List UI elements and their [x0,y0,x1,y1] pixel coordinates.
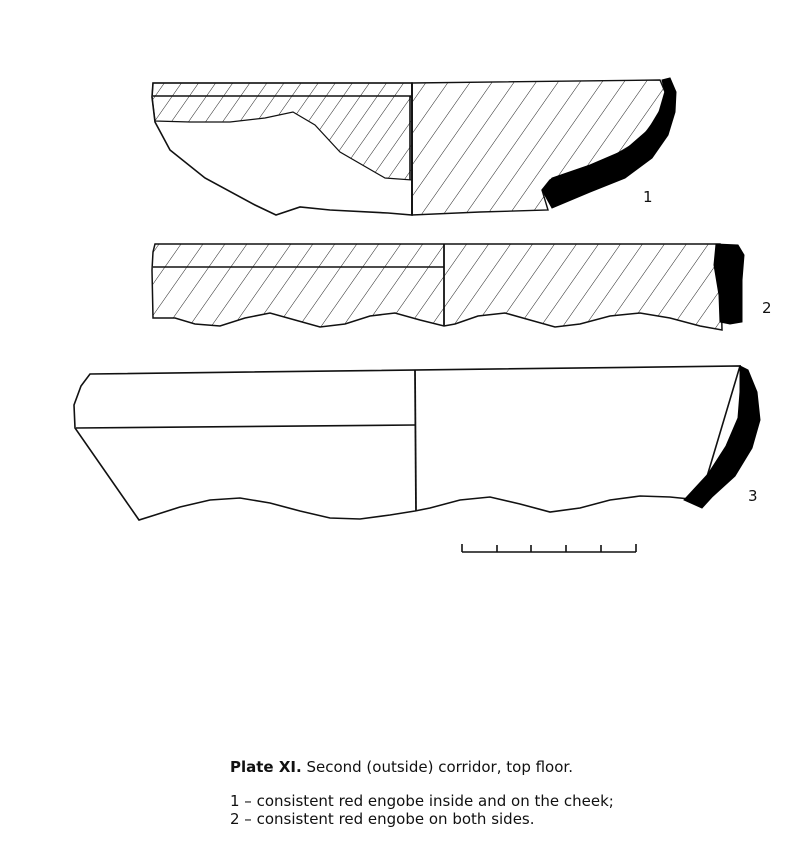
caption-title: Second (outside) corridor, top floor. [306,758,573,776]
caption-note-1: 1 – consistent red engobe inside and on the cheek; [230,792,614,810]
figure-number-2: 2 [762,299,772,317]
sherd-3-outline [74,366,740,520]
sherd-3-drawing [74,366,760,520]
caption-note-2: 2 – consistent red engobe on both sides. [230,810,535,828]
sherd-1-drawing [152,78,676,215]
sherd-3-center-axis [415,370,416,511]
caption-label: Plate XI. [230,758,302,776]
figure-number-1: 1 [643,188,653,206]
sherd-1-right-hatch [412,80,665,215]
figure-number-3: 3 [748,487,758,505]
plate-caption [230,758,770,828]
sherd-2-drawing [152,244,744,330]
scale-bar [462,544,636,552]
caption-title-line [230,758,770,776]
sherd-2-body [152,244,722,330]
